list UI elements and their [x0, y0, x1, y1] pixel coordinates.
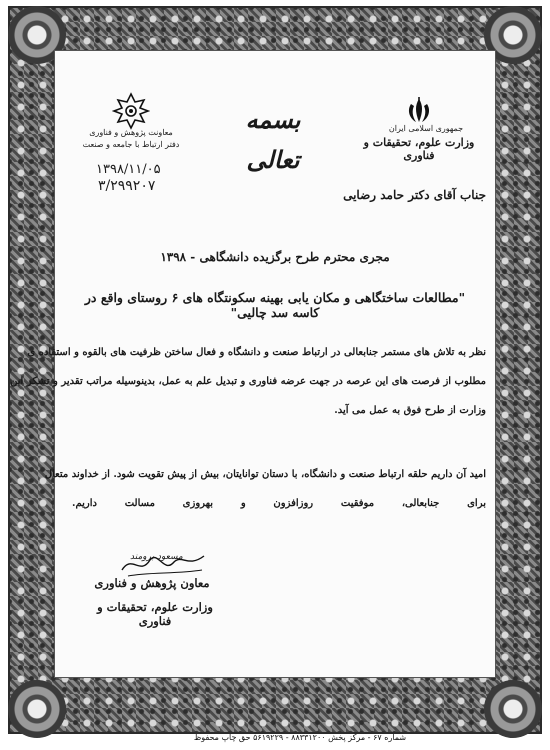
department-line-2: دفتر ارتباط با جامعه و صنعت — [82, 140, 180, 149]
title-line-2: "مطالعات ساختگاهی و مکان یابی بهینه سکونتگاه های ۶ روستای واقع در کاسه سد چالیی" — [84, 290, 466, 320]
body-line: وزارت از طرح فوق به عمل می آید. — [334, 405, 486, 416]
ministry-name: وزارت علوم، تحقیقات و فناوری — [363, 136, 475, 162]
corner-medallion — [8, 680, 66, 738]
signatory-title: معاون پژوهش و فناوری — [94, 576, 210, 590]
corner-medallion — [484, 680, 542, 738]
national-emblem-icon — [402, 96, 436, 126]
republic-label: جمهوری اسلامی ایران — [388, 124, 464, 133]
department-line-1: معاونت پژوهش و فناوری — [89, 128, 173, 137]
basmala-calligraphy: بسمه تعالی — [245, 105, 301, 174]
body-line: مطلوب از فرصت های این عرصه در جهت عرضه فناوری و تبدیل علم به عمل، بدینوسیله مراتب تقدیر و تشکر این — [10, 376, 486, 387]
department-logo-icon — [112, 92, 150, 130]
recipient: جناب آقای دکتر حامد رضایی — [343, 188, 486, 202]
signatory-ministry: وزارت علوم، تحقیقات و فناوری — [97, 600, 213, 628]
letter-number: ۳/۲۹۹۲۰۷ — [98, 178, 156, 194]
letter-date: ۱۳۹۸/۱۱/۰۵ — [96, 162, 161, 177]
title-line-1: مجری محترم طرح برگزیده دانشگاهی - ۱۳۹۸ — [160, 250, 390, 264]
body-line: امید آن داریم حلقه ارتباط صنعت و دانشگاه، با دستان توانایتان، بیش از پیش تقویت شود. از خداوند متعال — [44, 469, 486, 480]
body-line: برای جنابعالی، موفقیت روزافزون و بهروزی مسالت داریم. — [72, 498, 486, 509]
print-footer: شماره ۶۷ - مرکز پخش ۸۸۳۳۱۲۰۰ - ۵۶۱۹۲۲۹ حق چاپ محفوظ — [193, 733, 407, 742]
body-line: نظر به تلاش های مستمر جنابعالی در ارتباط صنعت و دانشگاه و فعال ساختن ظرفیت های بالقوه و استفاده ی — [27, 347, 486, 358]
signatory-name: مسعود برومند — [130, 552, 183, 562]
